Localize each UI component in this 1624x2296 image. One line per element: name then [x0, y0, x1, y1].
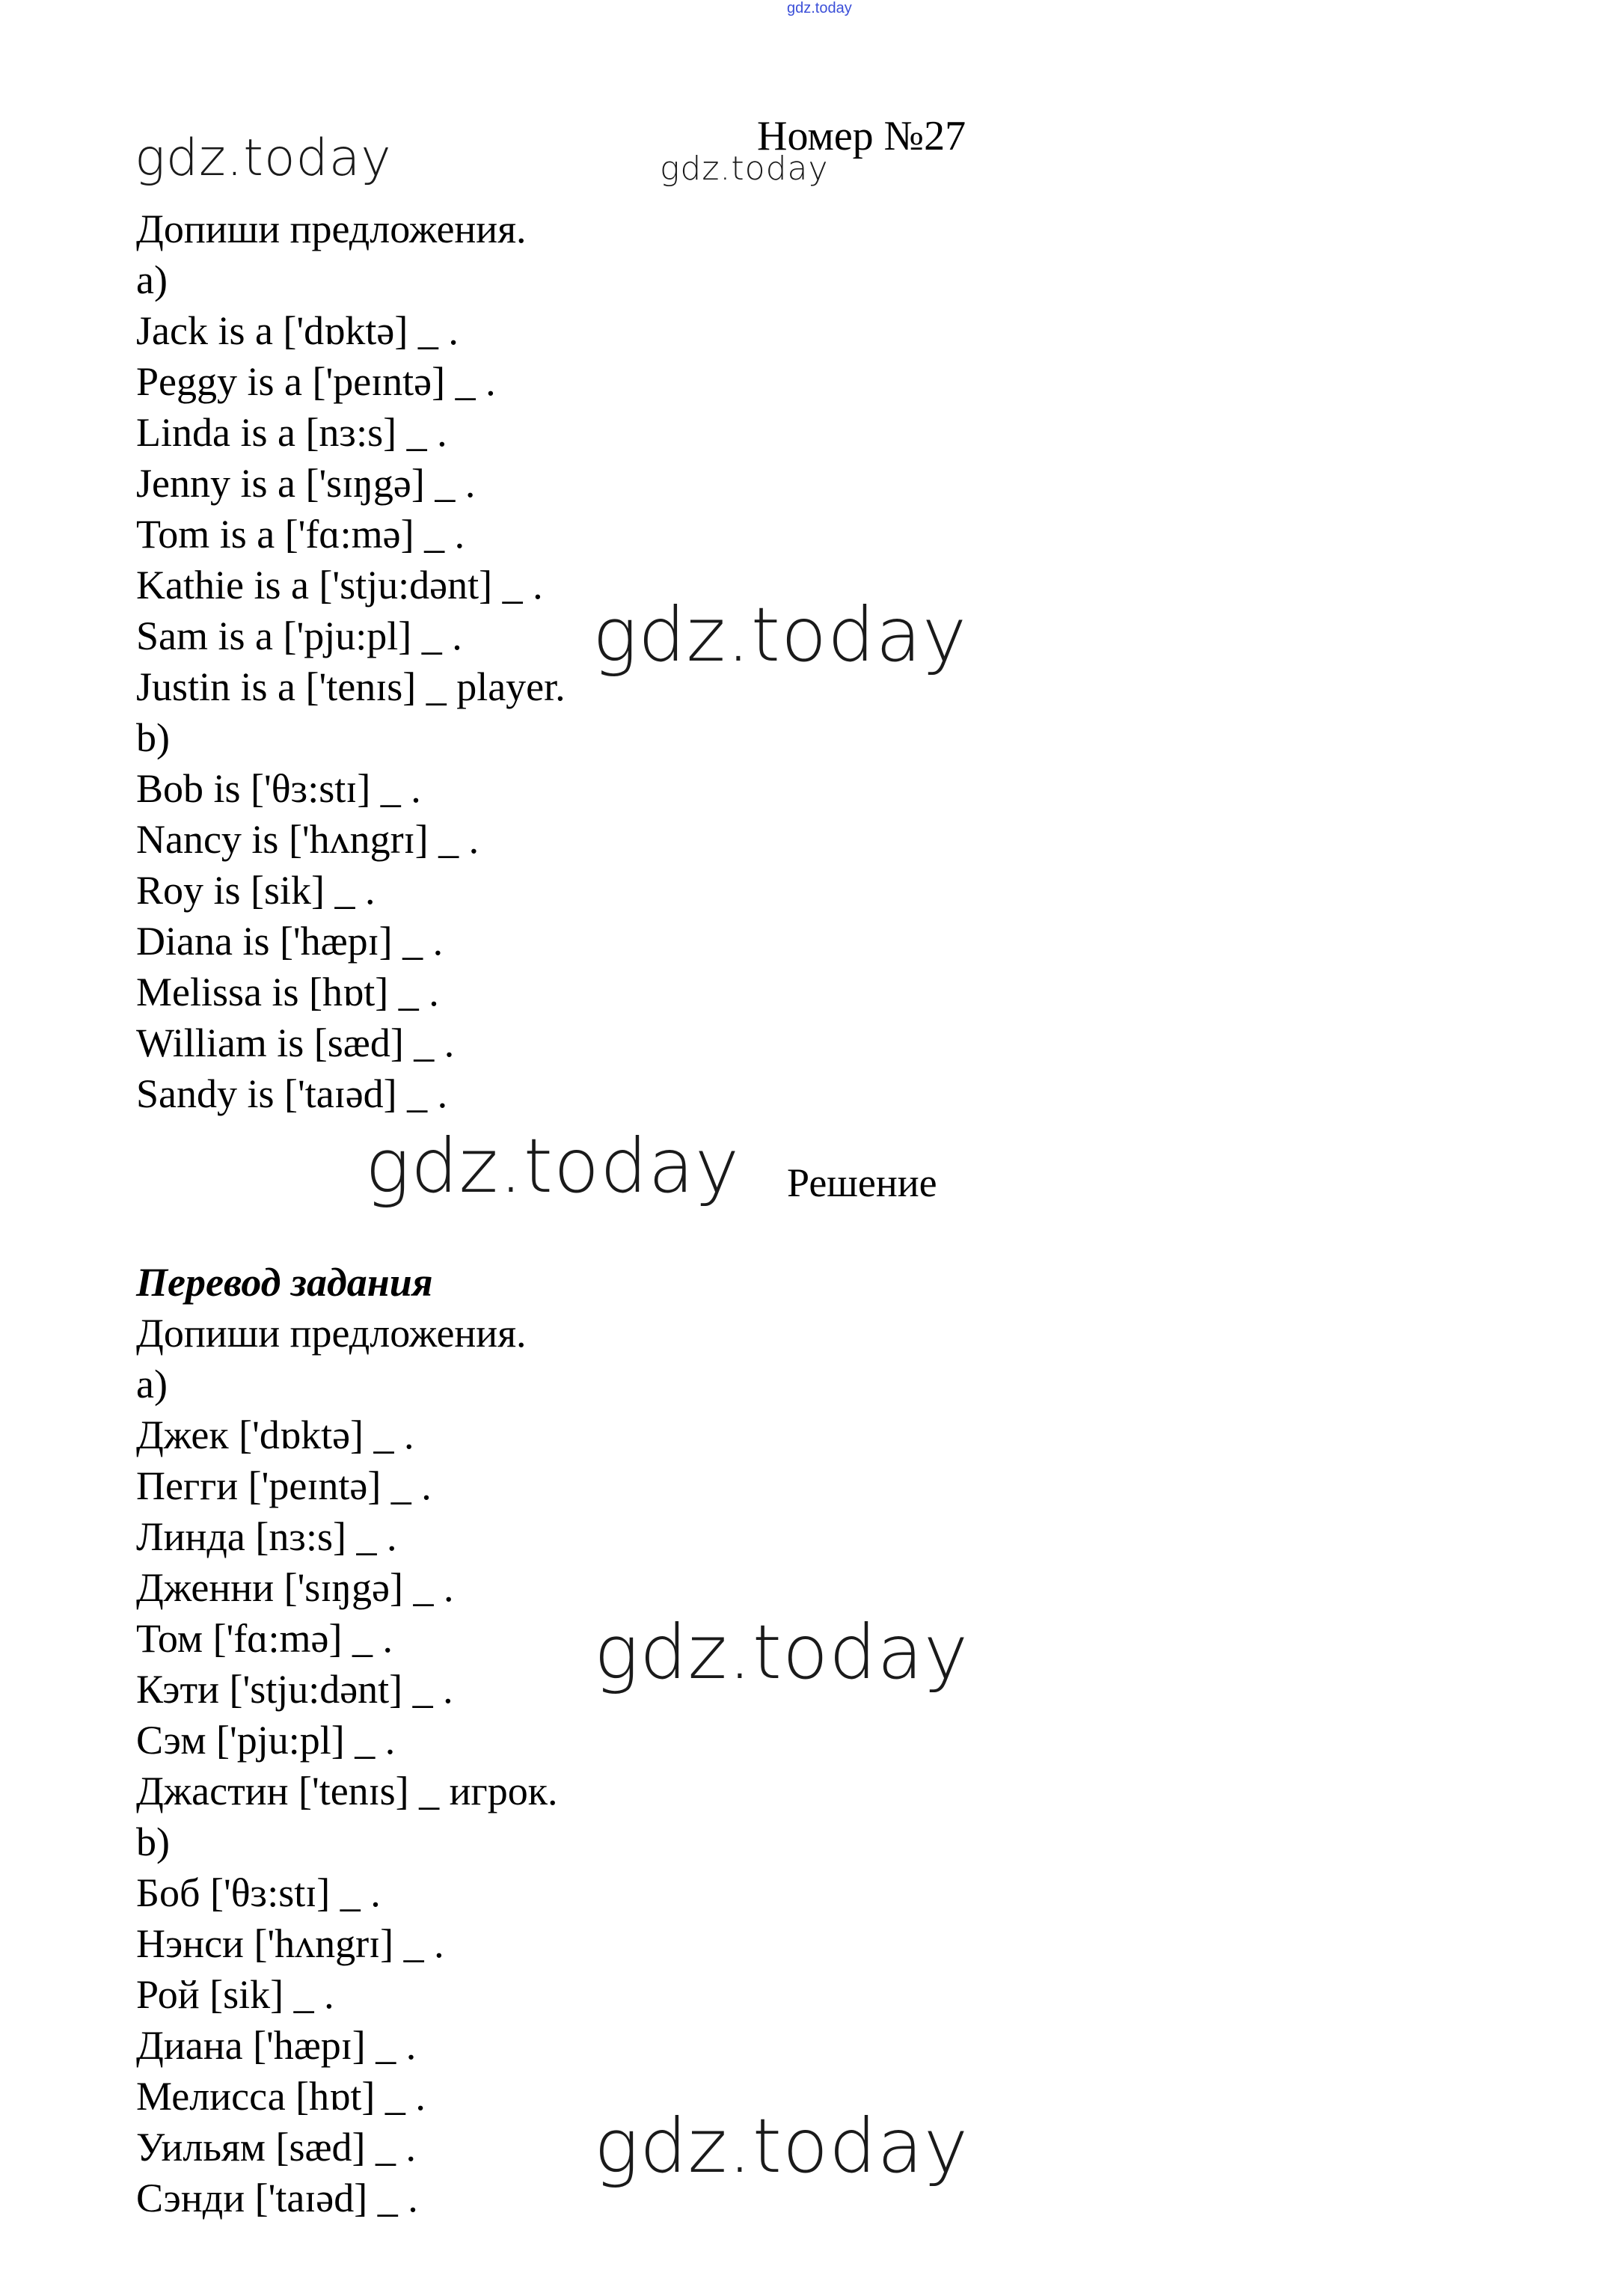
top-watermark: gdz.today: [787, 0, 852, 16]
sentence-line: William is [sæd] _ .: [136, 1020, 455, 1065]
task-block: [136, 203, 566, 1119]
page-title: Номер №27: [757, 113, 966, 159]
watermark-logo: gdz.today: [365, 1122, 741, 1210]
sentence-line: Сэм ['pju:pl] _ .: [136, 1718, 396, 1763]
sentence-line: Justin is a ['tenɪs] _ player.: [136, 664, 566, 709]
sentence-line: Джастин ['tenɪs] _ игрок.: [136, 1769, 558, 1813]
sentence-line: Боб ['θɜ:stɪ] _ .: [136, 1870, 381, 1915]
sentence-line: Мелисса [hɒt] _ .: [136, 2074, 426, 2119]
watermark-logo: gdz.today: [135, 129, 392, 188]
sentence-line: Джек ['dɒktə] _ .: [136, 1412, 414, 1457]
sentence-line: Sam is a ['pju:pl] _ .: [136, 613, 462, 658]
watermark-logo: gdz.today: [594, 1608, 969, 1696]
solution-label: Решение: [787, 1160, 937, 1205]
sentence-line: Melissa is [hɒt] _ .: [136, 970, 439, 1014]
part-a-label: a): [136, 1362, 168, 1406]
part-b-label: b): [136, 715, 170, 760]
sentence-line: Дженни ['sɪŋgə] _ .: [136, 1565, 454, 1610]
watermark-logo: gdz.today: [660, 150, 829, 188]
sentence-line: Diana is ['hæpɪ] _ .: [136, 919, 444, 964]
task-instruction: Допиши предложения.: [136, 206, 527, 251]
translation-heading: Перевод задания: [136, 1260, 433, 1305]
watermark-logo: gdz.today: [594, 2102, 969, 2190]
sentence-line: Том ['fɑ:mə] _ .: [136, 1616, 393, 1661]
translation-instruction: Допиши предложения.: [136, 1311, 527, 1356]
sentence-line: Рой [sik] _ .: [136, 1972, 334, 2017]
sentence-line: Sandy is ['taɪəd] _ .: [136, 1071, 448, 1116]
sentence-line: Линда [nɜ:s] _ .: [136, 1514, 397, 1559]
sentence-line: Linda is a [nɜ:s] _ .: [136, 410, 447, 455]
sentence-line: Roy is [sik] _ .: [136, 868, 376, 913]
sentence-line: Tom is a ['fɑ:mə] _ .: [136, 512, 465, 557]
sentence-line: Диана ['hæpɪ] _ .: [136, 2023, 417, 2068]
sentence-line: Сэнди ['taɪəd] _ .: [136, 2176, 418, 2220]
sentence-line: Kathie is a ['stju:dənt] _ .: [136, 563, 543, 607]
watermark-logo: gdz.today: [592, 591, 968, 679]
sentence-line: Jenny is a ['sɪŋgə] _ .: [136, 461, 476, 506]
sentence-line: Кэти ['stju:dənt] _ .: [136, 1667, 453, 1712]
sentence-line: Пегги ['peɪntə] _ .: [136, 1463, 432, 1508]
sentence-line: Nancy is ['hʌngrɪ] _ .: [136, 817, 479, 862]
sentence-line: Уильям [sæd] _ .: [136, 2125, 416, 2170]
sentence-line: Peggy is a ['peɪntə] _ .: [136, 359, 496, 404]
sentence-line: Bob is ['θɜ:stɪ] _ .: [136, 766, 421, 811]
sentence-line: Нэнси ['hʌngrɪ] _ .: [136, 1921, 444, 1966]
sentence-line: Jack is a ['dɒktə] _ .: [136, 308, 459, 353]
part-a-label: a): [136, 257, 168, 302]
part-b-label: b): [136, 1819, 170, 1864]
translation-block: [136, 1257, 557, 2223]
